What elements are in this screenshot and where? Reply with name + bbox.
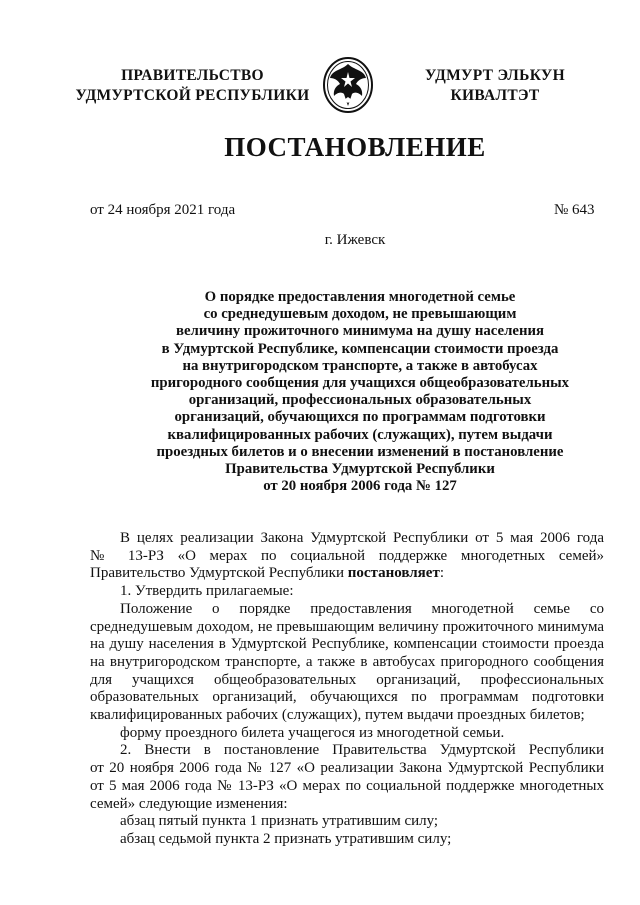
regulation-paragraph <box>90 601 604 725</box>
subject-line: со среднедушевым доходом, не превышающим <box>203 306 517 323</box>
decree-body <box>90 530 604 849</box>
preamble-line: В целях реализации Закона Удмуртской Республики от 5 мая 2006 года <box>120 530 604 546</box>
preamble-line-resolution <box>90 565 604 583</box>
regulation-line: квалифицированных рабочих (служащих), путем выдачи проездных билетов; <box>90 707 585 724</box>
subject-line: от 20 ноября 2006 года № 127 <box>263 478 457 495</box>
preamble-line: № 13-РЗ «О мерах по социальной поддержке многодетных семей» <box>90 547 604 564</box>
issuer-udmurt-line-1: УДМУРТ ЭЛЬКУН <box>425 67 565 84</box>
subject-line: организаций, профессиональных образовательных <box>188 392 532 409</box>
regulation-line: для учащихся общеобразовательных организаций, профессиональных <box>90 671 604 688</box>
item-2-line: от 20 ноября 2006 года № 127 «О реализации Закона Удмуртской Республики <box>90 760 604 777</box>
preamble-text: Правительство Удмуртской Республики <box>90 565 348 582</box>
decree-subject <box>110 289 610 495</box>
amendment-paragraph: абзац пятый пункта 1 признать утратившим силу; <box>120 813 439 830</box>
issuer-line-2: УДМУРТСКОЙ РЕСПУБЛИКИ <box>75 87 310 104</box>
subject-line: проездных билетов и о внесении изменений в постановление <box>156 443 564 460</box>
issuer-name-udmurt <box>400 66 590 106</box>
regulation-line: Положение о порядке предоставления многодетной семье со <box>120 600 604 617</box>
subject-line: пригородного сообщения для учащихся общеобразовательных <box>150 375 570 392</box>
resolves-keyword: постановляет <box>347 565 440 582</box>
subject-line: организаций, обучающихся по программам подготовки <box>174 409 546 426</box>
item-1-heading: 1. Утвердить прилагаемые: <box>120 583 294 600</box>
item-2-paragraph <box>90 742 604 813</box>
subject-line: на внутригородском транспорте, а также в автобусах <box>182 357 538 374</box>
issuer-udmurt-line-2: КИВАЛТЭТ <box>450 87 540 104</box>
preamble-colon: : <box>439 565 444 582</box>
issuer-name-russian <box>70 66 315 106</box>
coat-of-arms-emblem-icon <box>322 56 374 114</box>
subject-line: величину прожиточного минимума на душу населения <box>176 323 544 340</box>
preamble-paragraph <box>90 530 604 583</box>
regulation-line: образовательных организаций, обучающихся по программам подготовки <box>90 689 604 706</box>
document-number: № 643 <box>554 202 595 218</box>
item-2-line: от 5 мая 2006 года № 13-РЗ «О мерах по социальной поддержке многодетных <box>90 777 604 794</box>
subject-line: квалифицированных рабочих (служащих), путем выдачи <box>167 426 553 443</box>
issuer-line-1: ПРАВИТЕЛЬСТВО <box>121 67 264 84</box>
document-date: от 24 ноября 2021 года <box>90 202 236 218</box>
item-2-line: семей» следующие изменения: <box>90 795 288 812</box>
regulation-line: на душу населения в Удмуртской Республике, компенсации стоимости проезда <box>90 636 604 653</box>
regulation-line: на внутригородском транспорте, а также в автобусах пригородного сообщения <box>90 653 604 670</box>
document-city: г. Ижевск <box>324 232 386 248</box>
subject-line: Правительства Удмуртской Республики <box>225 461 495 478</box>
subject-line: О порядке предоставления многодетной семье <box>204 289 516 305</box>
document-title: ПОСТАНОВЛЕНИЕ <box>224 132 486 162</box>
item-2-line: 2. Внести в постановление Правительства Удмуртской Республики <box>120 742 604 759</box>
subject-line: в Удмуртской Республике, компенсации стоимости проезда <box>161 340 559 357</box>
regulation-line: среднедушевым доходом, не превышающим величину прожиточного минимума <box>90 618 604 635</box>
amendment-paragraph: абзац седьмой пункта 2 признать утратившим силу; <box>120 830 452 847</box>
ticket-form-paragraph: форму проездного билета учащегося из многодетной семьи. <box>120 724 505 741</box>
